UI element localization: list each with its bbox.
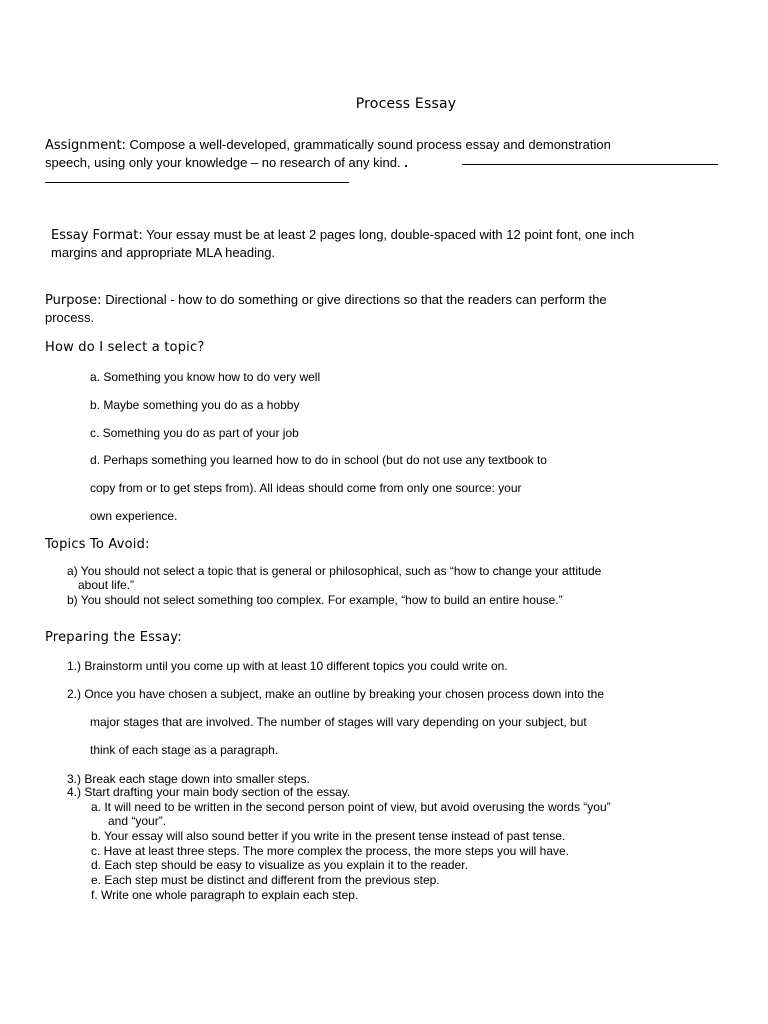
topics-avoid-item-a-cont: about life.” — [78, 578, 135, 592]
preparing-sub-a-cont: and “your”. — [108, 814, 167, 828]
topics-avoid-item-b: b) You should not select something too complex. For example, “how to build an entire house.” — [67, 593, 563, 607]
preparing-sub-c: c. Have at least three steps. The more complex the process, the more steps you will have. — [91, 844, 570, 858]
select-topic-item-d: d. Perhaps something you learned how to do in school (but do not use any textbook to — [90, 453, 547, 467]
assignment-label: Assignment: — [45, 138, 126, 153]
essay-format-text-line2: margins and appropriate MLA heading. — [51, 245, 276, 260]
select-topic-item-b: b. Maybe something you do as a hobby — [90, 398, 300, 412]
preparing-step-2: 2.) Once you have chosen a subject, make an outline by breaking your chosen process down into the — [67, 687, 604, 701]
preparing-step-1: 1.) Brainstorm until you come up with at least 10 different topics you could write on. — [67, 659, 508, 673]
select-topic-item-a: a. Something you know how to do very well — [90, 370, 321, 384]
preparing-sub-f: f. Write one whole paragraph to explain each step. — [91, 888, 359, 902]
blank-line-1 — [462, 164, 718, 165]
preparing-sub-a: a. It will need to be written in the second person point of view, but avoid overusing the words “you” — [91, 800, 611, 814]
preparing-sub-b: b. Your essay will also sound better if you write in the present tense instead of past tense. — [91, 829, 566, 843]
preparing-heading: Preparing the Essay: — [45, 630, 182, 645]
assignment-text-line2: speech, using only your knowledge – no research of any kind. — [45, 155, 401, 170]
purpose-text-line2: process. — [45, 310, 95, 325]
blank-line-2 — [45, 182, 349, 183]
essay-format-section — [51, 226, 731, 261]
select-topic-item-d-cont2: own experience. — [90, 509, 178, 523]
page-title: Process Essay — [355, 96, 457, 112]
select-topic-heading: How do I select a topic? — [45, 340, 205, 355]
essay-format-label: Essay Format: — [51, 228, 143, 243]
preparing-step-2-cont2: think of each stage as a paragraph. — [90, 743, 279, 757]
assignment-dot: . — [404, 155, 408, 170]
topics-avoid-heading: Topics To Avoid: — [45, 537, 150, 552]
purpose-text-line1: Directional - how to do something or give directions so that the readers can perform the — [105, 292, 607, 307]
preparing-sub-e: e. Each step must be distinct and different from the previous step. — [91, 873, 440, 887]
preparing-step-2-cont1: major stages that are involved. The number of stages will vary depending on your subject, but — [90, 715, 587, 729]
essay-format-text-line1: Your essay must be at least 2 pages long, double-spaced with 12 point font, one inch — [146, 227, 635, 242]
purpose-label: Purpose: — [45, 293, 102, 308]
select-topic-item-c: c. Something you do as part of your job — [90, 426, 299, 440]
topics-avoid-item-a: a) You should not select a topic that is general or philosophical, such as “how to change your attitude — [67, 564, 602, 578]
preparing-sub-d: d. Each step should be easy to visualize as you explain it to the reader. — [91, 858, 468, 872]
assignment-section — [45, 136, 725, 171]
purpose-section — [45, 291, 725, 326]
preparing-step-3: 3.) Break each stage down into smaller steps. — [67, 772, 310, 786]
select-topic-item-d-cont1: copy from or to get steps from). All ideas should come from only one source: your — [90, 481, 522, 495]
assignment-text-line1: Compose a well-developed, grammatically sound process essay and demonstration — [129, 137, 611, 152]
preparing-step-4: 4.) Start drafting your main body section of the essay. — [67, 785, 351, 799]
